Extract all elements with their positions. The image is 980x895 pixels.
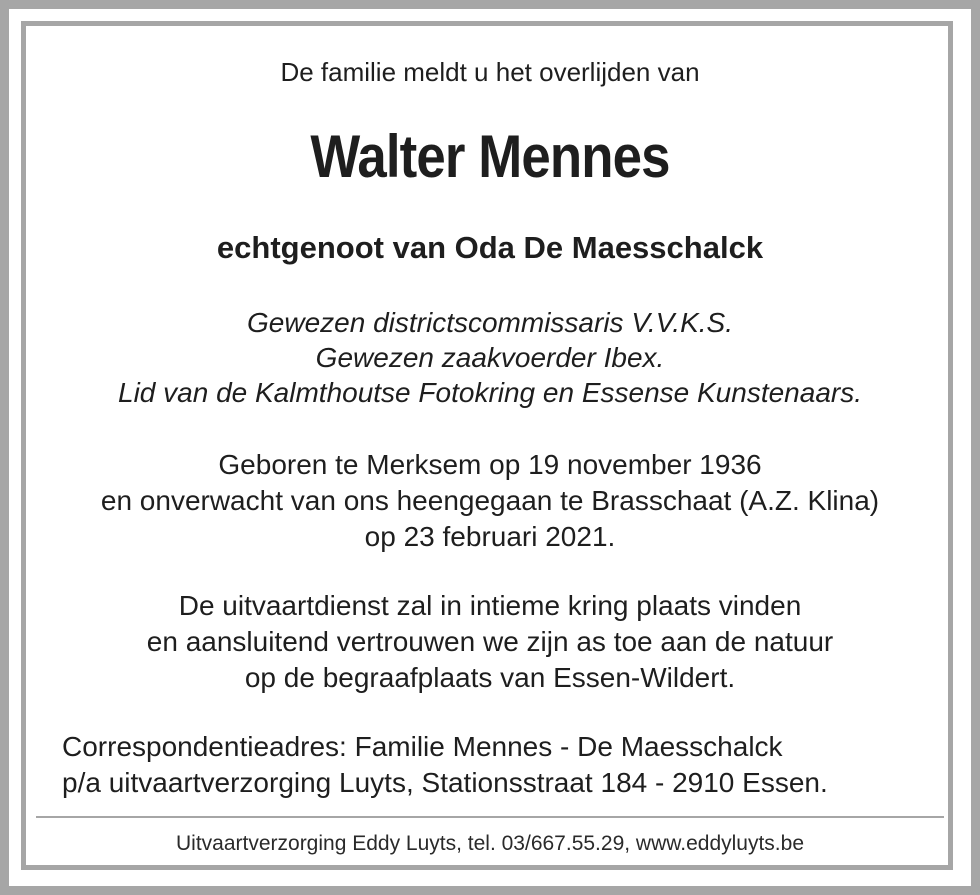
birth-death-block: [0, 447, 980, 555]
address-line: p/a uitvaartverzorging Luyts, Stationsstraat 184 - 2910 Essen.: [62, 767, 828, 798]
address-line: Correspondentieadres: Familie Mennes - De Maesschalck: [62, 731, 783, 762]
correspondence-address: [62, 729, 828, 801]
funeral-block: [0, 588, 980, 696]
birth-death-line: Geboren te Merksem op 19 november 1936: [218, 449, 762, 480]
funeral-line: De uitvaartdienst zal in intieme kring plaats vinden: [178, 590, 802, 621]
birth-death-line: en onverwacht van ons heengegaan te Brasschaat (A.Z. Klina): [100, 485, 880, 516]
role-line: Gewezen districtscommissaris V.V.K.S.: [247, 307, 733, 338]
birth-death-line: op 23 februari 2021.: [364, 521, 616, 552]
role-line: Gewezen zaakvoerder Ibex.: [315, 342, 665, 373]
deceased-name: Walter Mennes: [310, 123, 670, 190]
funeral-line: en aansluitend vertrouwen we zijn as toe aan de natuur: [146, 626, 834, 657]
footer-divider: [36, 816, 944, 818]
spouse-line: echtgenoot van Oda De Maesschalck: [216, 230, 764, 265]
funeral-line: op de begraafplaats van Essen-Wildert.: [244, 662, 736, 693]
role-line: Lid van de Kalmthoutse Fotokring en Essense Kunstenaars.: [118, 377, 862, 408]
roles-block: [0, 305, 980, 410]
intro-text: De familie meldt u het overlijden van: [280, 57, 700, 87]
funeral-home-footer: Uitvaartverzorging Eddy Luyts, tel. 03/667.55.29, www.eddyluyts.be: [175, 832, 804, 855]
